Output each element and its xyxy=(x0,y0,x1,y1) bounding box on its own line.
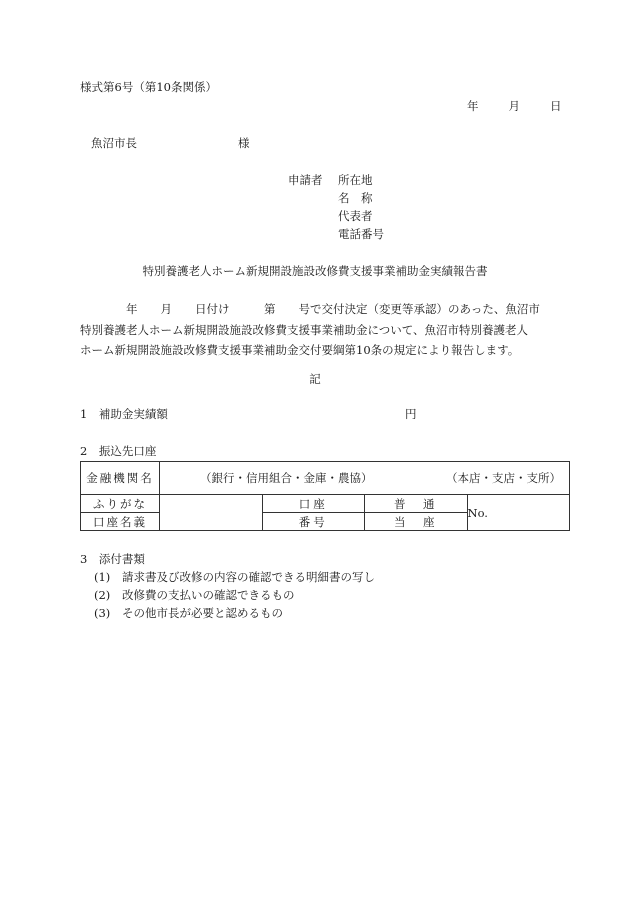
document-title: 特別養護老人ホーム新規開設施設改修費支援事業補助金実績報告書 xyxy=(142,264,488,278)
account-number-cell: No. xyxy=(467,495,570,531)
date-line xyxy=(467,101,562,113)
account-type-current: 当 座 xyxy=(365,513,468,531)
applicant-phone-label: 電話番号 xyxy=(338,227,384,241)
addressee-honorific: 様 xyxy=(238,136,250,150)
applicant-representative-label: 代表者 xyxy=(338,209,373,223)
applicant-name-label: 名 称 xyxy=(338,191,373,205)
addressee-name: 魚沼市長 xyxy=(91,136,137,150)
bank-types: （銀行・信用組合・金庫・農協） xyxy=(200,471,373,485)
date-day: 日 xyxy=(550,99,562,113)
bank-name-cell xyxy=(160,462,570,495)
account-label-2: 番号 xyxy=(262,513,365,531)
attachment-item: (3) その他市長が必要と認めるもの xyxy=(94,606,283,620)
section2-label: 2 振込先口座 xyxy=(80,444,157,458)
attachment-item: (1) 請求書及び改修の内容の確認できる明細書の写し xyxy=(94,570,375,584)
applicant-address-label: 所在地 xyxy=(338,173,373,187)
body-paragraph: 年 月 日付け 第 号で交付決定（変更等承認）のあった、魚沼市 特別養護老人ホーム新規開設施設改修費支援事業補助金について、魚沼市特別養護老人 ホーム新規開設施設改修費支援事業補助金交付要綱第10条の規定により報告します。 xyxy=(80,302,540,357)
bank-name-label: 金融機関名 xyxy=(81,462,160,495)
section1-unit: 円 xyxy=(405,407,417,421)
branch-types: （本店・支店・支所） xyxy=(446,471,561,485)
ki-heading: 記 xyxy=(309,372,321,386)
section3-label: 3 添付書類 xyxy=(80,552,145,566)
section1-label: 1 補助金実績額 xyxy=(80,407,168,421)
bank-account-table xyxy=(80,461,570,531)
attachment-item: (2) 改修費の支払いの確認できるもの xyxy=(94,588,295,602)
form-id: 様式第6号（第10条関係） xyxy=(80,80,217,94)
account-holder-cell xyxy=(160,495,263,531)
date-year: 年 xyxy=(467,99,479,113)
account-type-ordinary: 普 通 xyxy=(365,495,468,513)
account-label-1: 口座 xyxy=(262,495,365,513)
date-month: 月 xyxy=(508,99,520,113)
applicant-label: 申請者 xyxy=(288,173,323,187)
furigana-label: ふりがな xyxy=(81,495,160,513)
account-name-label: 口座名義 xyxy=(81,513,160,531)
